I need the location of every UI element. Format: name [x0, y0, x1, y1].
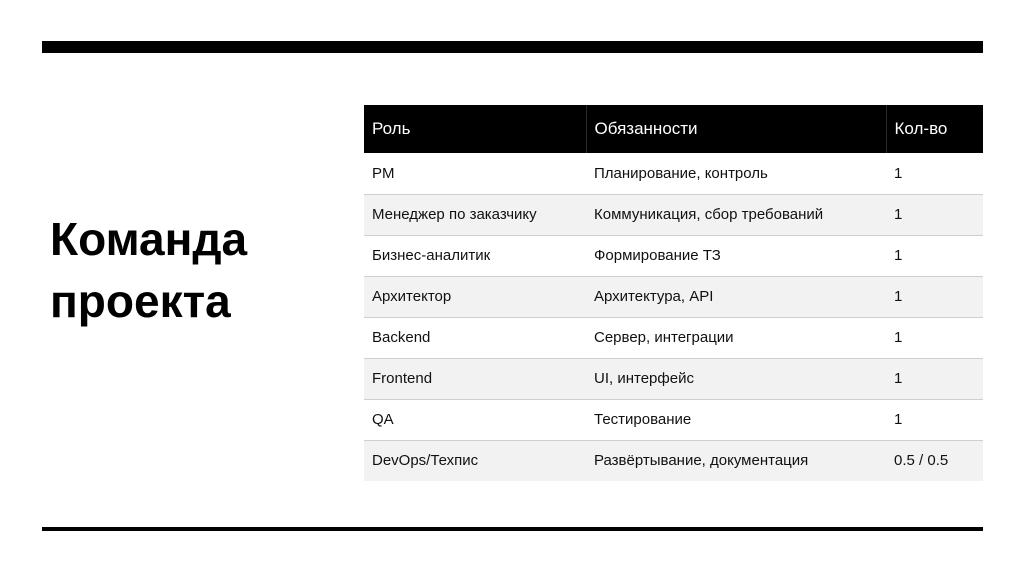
slide-title-line-2: проекта	[50, 275, 231, 327]
header-duties: Обязанности	[586, 105, 886, 153]
count-cell: 0.5 / 0.5	[886, 440, 983, 481]
count-cell: 1	[886, 153, 983, 194]
count-cell: 1	[886, 194, 983, 235]
count-cell: 1	[886, 399, 983, 440]
duties-cell: Тестирование	[586, 399, 886, 440]
team-table-header	[364, 105, 983, 153]
count-cell: 1	[886, 276, 983, 317]
slide-title	[50, 208, 340, 332]
role-cell: DevOps/Техпис	[364, 440, 586, 481]
table-row	[364, 440, 983, 481]
duties-cell: UI, интерфейс	[586, 358, 886, 399]
duties-cell: Развёртывание, документация	[586, 440, 886, 481]
table-row	[364, 358, 983, 399]
team-table-body	[364, 153, 983, 481]
table-row	[364, 317, 983, 358]
role-cell: Frontend	[364, 358, 586, 399]
table-row	[364, 276, 983, 317]
header-role: Роль	[364, 105, 586, 153]
role-cell: Менеджер по заказчику	[364, 194, 586, 235]
bottom-rule	[42, 527, 983, 531]
table-row	[364, 153, 983, 194]
count-cell: 1	[886, 358, 983, 399]
role-cell: Backend	[364, 317, 586, 358]
duties-cell: Архитектура, API	[586, 276, 886, 317]
duties-cell: Формирование ТЗ	[586, 235, 886, 276]
duties-cell: Планирование, контроль	[586, 153, 886, 194]
count-cell: 1	[886, 235, 983, 276]
role-cell: Архитектор	[364, 276, 586, 317]
top-rule	[42, 41, 983, 53]
role-cell: PM	[364, 153, 586, 194]
table-row	[364, 194, 983, 235]
team-table	[364, 105, 983, 481]
header-row	[364, 105, 983, 153]
count-cell: 1	[886, 317, 983, 358]
role-cell: Бизнес-аналитик	[364, 235, 586, 276]
table-row	[364, 399, 983, 440]
slide-title-line-1: Команда	[50, 213, 248, 265]
table-row	[364, 235, 983, 276]
duties-cell: Сервер, интеграции	[586, 317, 886, 358]
role-cell: QA	[364, 399, 586, 440]
header-count: Кол-во	[886, 105, 983, 153]
duties-cell: Коммуникация, сбор требований	[586, 194, 886, 235]
